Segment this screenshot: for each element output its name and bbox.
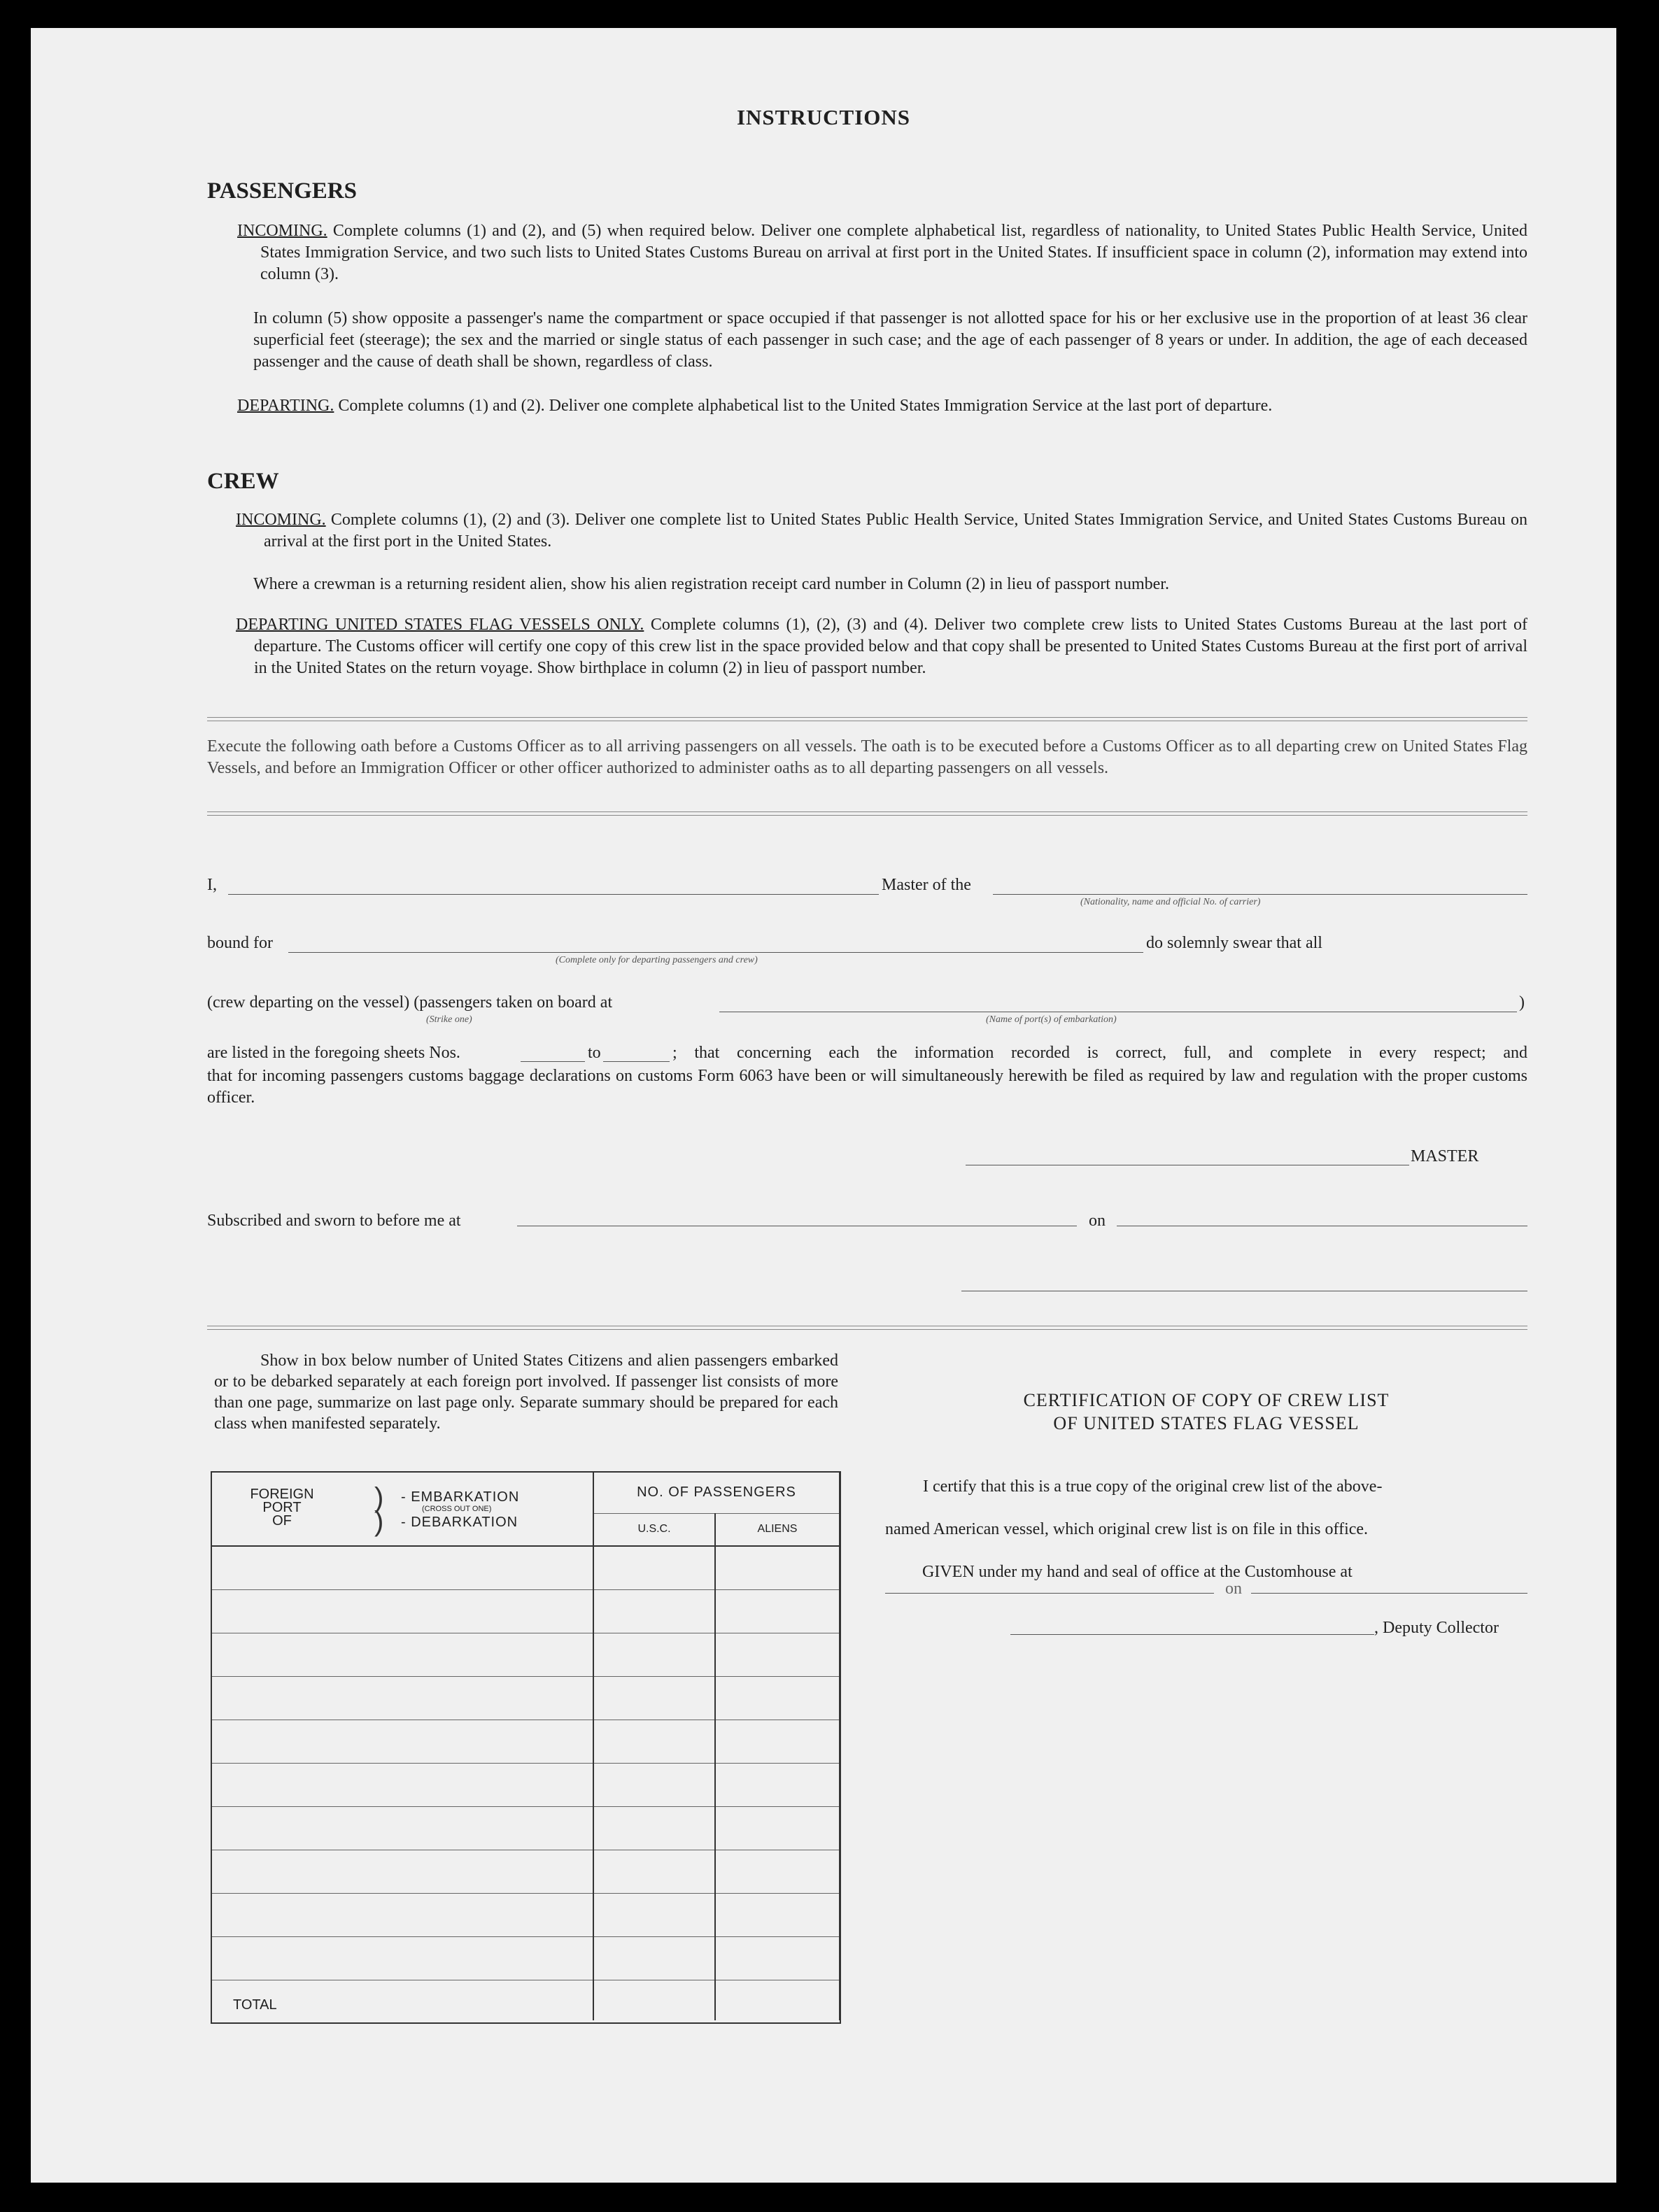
port-cell[interactable] xyxy=(212,1589,593,1633)
summary-grid xyxy=(212,1473,840,2020)
listed-post: ; that concerning each the information recorded is correct, full, and complete in every respect; and xyxy=(672,1044,1527,1062)
usc-cell[interactable] xyxy=(593,1763,715,1806)
bound-for-label: bound for xyxy=(207,934,273,952)
passengers-column5-paragraph: In column (5) show opposite a passenger's name the compartment or space occupied if that passenger is not allotted space for his or her exclusive use in the proportion of at least 36 clear superficial feet (steerage); the sex and the married or single status of each passenger in such case; and the age of each passenger of 8 years or under. In addition, the age of each deceased passenger and the cause of death shall be shown, regardless of class. xyxy=(253,309,1527,371)
port-cell[interactable] xyxy=(212,1676,593,1720)
of-label: OF xyxy=(272,1513,292,1529)
usc-cell[interactable] xyxy=(593,1806,715,1850)
usc-header: U.S.C. xyxy=(593,1513,715,1546)
port-cell[interactable] xyxy=(212,1546,593,1589)
table-row xyxy=(212,1676,840,1720)
passengers-departing-paragraph xyxy=(237,395,1527,417)
vessel-field[interactable] xyxy=(993,894,1527,895)
total-aliens-cell[interactable] xyxy=(715,1980,840,2020)
usc-cell[interactable] xyxy=(593,1893,715,1936)
foreign-label: FOREIGN xyxy=(250,1487,314,1502)
aliens-cell[interactable] xyxy=(715,1633,840,1676)
table-row xyxy=(212,1763,840,1806)
table-row xyxy=(212,1546,840,1589)
given-text: GIVEN under my hand and seal of office at the Customhouse at xyxy=(922,1563,1353,1581)
listed-to: to xyxy=(588,1044,601,1062)
brace-icon: ) xyxy=(374,1506,384,1537)
sheet-to-field[interactable] xyxy=(603,1061,670,1062)
close-paren: ) xyxy=(1519,993,1525,1012)
table-row xyxy=(212,1936,840,1980)
master-label: MASTER xyxy=(1411,1147,1479,1165)
certification-title-line2: OF UNITED STATES FLAG VESSEL xyxy=(1053,1413,1360,1433)
total-label: TOTAL xyxy=(212,1980,593,2020)
passengers-incoming-head: INCOMING. xyxy=(237,222,327,240)
aliens-cell[interactable] xyxy=(715,1676,840,1720)
table-row xyxy=(212,1633,840,1676)
crew-incoming-paragraph xyxy=(236,509,1527,553)
total-row xyxy=(212,1980,840,2020)
aliens-cell[interactable] xyxy=(715,1546,840,1589)
crew-incoming-text: Complete columns (1), (2) and (3). Deliver one complete list to United States Public Health Service, United States Immigration Service, and United States Customs Bureau on arrival at the first port in the United States. xyxy=(264,511,1528,551)
table-row xyxy=(212,1720,840,1763)
certification-title xyxy=(885,1389,1527,1435)
cross-out-label: (CROSS OUT ONE) xyxy=(422,1505,492,1513)
aliens-cell[interactable] xyxy=(715,1589,840,1633)
table-row xyxy=(212,1589,840,1633)
usc-cell[interactable] xyxy=(593,1936,715,1980)
aliens-cell[interactable] xyxy=(715,1806,840,1850)
passengers-incoming-text: Complete columns (1) and (2), and (5) when required below. Deliver one complete alphabetical list, regardless of nationality, to United States Public Health Service, United States Immigration Service, and two such lists to United States Customs Bureau on arrival at first port in the United States. If insufficient space in column (2), information may extend into column (3). xyxy=(260,222,1527,283)
swear-label: do solemnly swear that all xyxy=(1146,934,1322,952)
crew-departing-paragraph xyxy=(236,614,1527,679)
sworn-on-label: on xyxy=(1089,1212,1106,1230)
port-cell[interactable] xyxy=(212,1720,593,1763)
page-title: INSTRUCTIONS xyxy=(736,105,910,129)
port-cell[interactable] xyxy=(212,1763,593,1806)
divider xyxy=(207,717,1527,721)
passengers-heading: PASSENGERS xyxy=(207,178,357,204)
divider xyxy=(207,811,1527,816)
customhouse-field[interactable] xyxy=(885,1593,1214,1594)
listed-pre: are listed in the foregoing sheets Nos. xyxy=(207,1044,460,1062)
strike-one-hint: (Strike one) xyxy=(426,1014,472,1025)
listed-line2: that for incoming passengers customs baggage declarations on customs Form 6063 have been or will simultaneously herewith be filed as required by law and regulation with the proper customs officer. xyxy=(207,1067,1527,1107)
no-of-passengers-header: NO. OF PASSENGERS xyxy=(593,1473,840,1513)
passengers-departing-text: Complete columns (1) and (2). Deliver one complete alphabetical list to the United States Immigration Service at the last port of departure. xyxy=(338,397,1273,415)
embarkation-label: - EMBARKATION xyxy=(401,1489,520,1505)
certify-line1: I certify that this is a true copy of the original crew list of the above- xyxy=(923,1477,1383,1496)
aliens-cell[interactable] xyxy=(715,1720,840,1763)
sheet-from-field[interactable] xyxy=(521,1061,585,1062)
crew-departing-text: Complete columns (1), (2), (3) and (4). Deliver two complete crew lists to United States Customs Bureau at the last port of departure. The Customs officer will certify one copy of this crew list in the space provided below and that copy shall be presented to United States Customs Bureau at the first port of arrival in the United States on the return voyage. Show birthplace in column (2) in lieu of passport number. xyxy=(254,616,1527,677)
passengers-departing-head: DEPARTING. xyxy=(237,397,334,415)
subscribed-label: Subscribed and sworn to before me at xyxy=(207,1212,461,1230)
form-page xyxy=(31,28,1616,2183)
debarkation-label: - DEBARKATION xyxy=(401,1515,518,1530)
passenger-summary-table xyxy=(211,1471,841,2024)
certify-line2: named American vessel, which original crew list is on file in this office. xyxy=(885,1520,1369,1538)
passengers-incoming-paragraph xyxy=(237,220,1527,285)
aliens-header: ALIENS xyxy=(715,1513,840,1546)
aliens-cell[interactable] xyxy=(715,1763,840,1806)
table-row xyxy=(212,1893,840,1936)
usc-cell[interactable] xyxy=(593,1589,715,1633)
certification-title-line1: CERTIFICATION OF COPY OF CREW LIST xyxy=(1023,1390,1390,1410)
port-cell[interactable] xyxy=(212,1936,593,1980)
cert-date-field[interactable] xyxy=(1251,1593,1527,1594)
table-row xyxy=(212,1850,840,1893)
crew-departing-head: DEPARTING UNITED STATES FLAG VESSELS ONLY. xyxy=(236,616,644,634)
port-label: PORT xyxy=(262,1500,302,1515)
usc-cell[interactable] xyxy=(593,1633,715,1676)
master-of-label: Master of the xyxy=(882,876,971,894)
cert-on-label: on xyxy=(1225,1580,1242,1598)
usc-cell[interactable] xyxy=(593,1720,715,1763)
port-cell[interactable] xyxy=(212,1850,593,1893)
nationality-hint: (Nationality, name and official No. of carrier) xyxy=(1080,897,1261,907)
divider xyxy=(207,1326,1527,1330)
brace-icon: ) xyxy=(374,1482,384,1513)
port-header-cell xyxy=(212,1473,593,1546)
port-cell[interactable] xyxy=(212,1633,593,1676)
deputy-label: , Deputy Collector xyxy=(1374,1619,1499,1637)
total-usc-cell[interactable] xyxy=(593,1980,715,2020)
usc-cell[interactable] xyxy=(593,1546,715,1589)
crew-departing-label: (crew departing on the vessel) (passengers taken on board at xyxy=(207,993,613,1012)
master-name-field[interactable] xyxy=(228,894,879,895)
oath-i-label: I, xyxy=(207,876,217,894)
bound-for-field[interactable] xyxy=(288,952,1143,953)
deputy-signature-field[interactable] xyxy=(1010,1634,1374,1635)
summary-instructions: Show in box below number of United States Citizens and alien passengers embarked or to be debarked separately at each foreign port involved. If passenger list consists of more than one page, summarize on last page only. Separate summary should be prepared for each class when manifested separately. xyxy=(214,1352,838,1433)
aliens-cell[interactable] xyxy=(715,1850,840,1893)
table-row xyxy=(212,1806,840,1850)
port-cell[interactable] xyxy=(212,1806,593,1850)
oath-instructions: Execute the following oath before a Customs Officer as to all arriving passengers on all vessels. The oath is to be executed before a Customs Officer as to all departing crew on United States Flag Vessels, and before an Immigration Officer or other officer authorized to administer oaths as to all departing passengers on all vessels. xyxy=(207,737,1527,777)
foreign-port-of xyxy=(233,1488,331,1528)
header-row xyxy=(212,1473,840,1513)
aliens-cell[interactable] xyxy=(715,1893,840,1936)
crew-incoming-head: INCOMING. xyxy=(236,511,326,529)
complete-only-hint: (Complete only for departing passengers and crew) xyxy=(556,955,758,965)
aliens-cell[interactable] xyxy=(715,1936,840,1980)
usc-cell[interactable] xyxy=(593,1676,715,1720)
usc-cell[interactable] xyxy=(593,1850,715,1893)
port-cell[interactable] xyxy=(212,1893,593,1936)
crew-resident-paragraph: Where a crewman is a returning resident alien, show his alien registration receipt card number in Column (2) in lieu of passport number. xyxy=(253,575,1169,593)
ports-hint: (Name of port(s) of embarkation) xyxy=(986,1014,1117,1025)
crew-heading: CREW xyxy=(207,469,279,494)
